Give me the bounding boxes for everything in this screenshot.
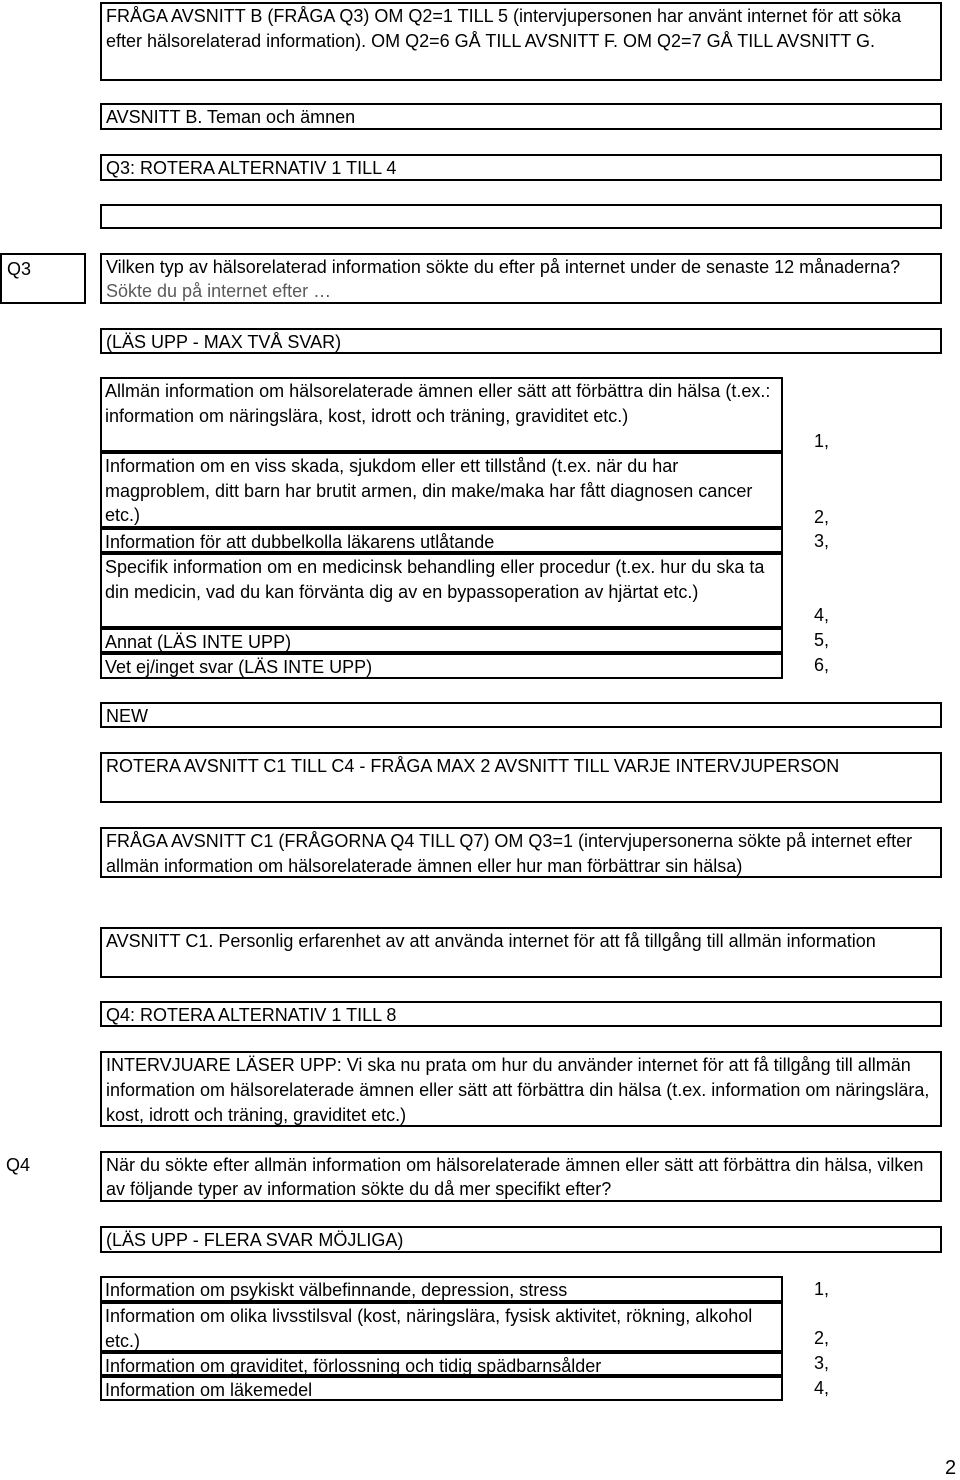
q4-option-1-code: 1, xyxy=(814,1279,830,1299)
q4-question: När du sökte efter allmän information om hälsorelaterade ämnen eller sätt att förbättra din hälsa, vilken av följande typer av information sökte du då mer specifikt efter? xyxy=(100,1151,942,1202)
q3-option-6: Vet ej/inget svar (LÄS INTE UPP) xyxy=(100,653,783,679)
section-c1-title: AVSNITT C1. Personlig erfarenhet av att använda internet för att få tillgång till allmän information xyxy=(100,927,942,978)
q4-option-2: Information om olika livsstilsval (kost, näringslära, fysisk aktivitet, rökning, alkohol etc.) xyxy=(100,1302,783,1352)
q3-question-tail: Sökte du på internet efter … xyxy=(106,281,332,301)
rotate-c-instruction: ROTERA AVSNITT C1 TILL C4 - FRÅGA MAX 2 AVSNITT TILL VARJE INTERVJUPERSON xyxy=(100,752,942,803)
q4-option-3: Information om graviditet, förlossning och tidig spädbarnsålder xyxy=(100,1352,783,1376)
q3-option-4: Specifik information om en medicinsk behandling eller procedur (t.ex. hur du ska ta din medicin, vad du kan förvänta dig av en bypassoperation av hjärtat etc.) xyxy=(100,553,783,628)
q4-option-1: Information om psykiskt välbefinnande, depression, stress xyxy=(100,1276,783,1302)
q4-option-4-code: 4, xyxy=(814,1378,830,1398)
q4-option-3-code: 3, xyxy=(814,1353,830,1373)
new-label: NEW xyxy=(100,702,942,728)
q3-rotate-instruction: Q3: ROTERA ALTERNATIV 1 TILL 4 xyxy=(100,154,942,181)
q4-option-2-code: 2, xyxy=(814,1328,830,1348)
section-b-instruction: FRÅGA AVSNITT B (FRÅGA Q3) OM Q2=1 TILL 5 (intervjupersonen har använt internet för att söka efter hälsorelaterad information). OM Q2=6 GÅ TILL AVSNITT F. OM Q2=7 GÅ TILL AVSNITT G. xyxy=(100,2,942,81)
empty-box xyxy=(100,204,942,229)
q4-option-4: Information om läkemedel xyxy=(100,1376,783,1401)
q3-option-5-code: 5, xyxy=(814,630,830,650)
q4-rotate-instruction: Q4: ROTERA ALTERNATIV 1 TILL 8 xyxy=(100,1001,942,1027)
q4-id: Q4 xyxy=(6,1155,31,1175)
q3-option-6-code: 6, xyxy=(814,655,830,675)
q3-option-5: Annat (LÄS INTE UPP) xyxy=(100,628,783,653)
q3-option-3-code: 3, xyxy=(814,531,830,551)
q3-option-2: Information om en viss skada, sjukdom eller ett tillstånd (t.ex. när du har magproblem, ditt barn har brutit armen, din make/maka har fått diagnosen cancer etc.) xyxy=(100,452,783,528)
q3-option-2-code: 2, xyxy=(814,507,830,527)
section-c1-instruction: FRÅGA AVSNITT C1 (FRÅGORNA Q4 TILL Q7) OM Q3=1 (intervjupersonerna sökte på internet efter allmän information om hälsorelaterade ämnen eller hur man förbättrar sin hälsa) xyxy=(100,827,942,878)
q3-option-4-code: 4, xyxy=(814,605,830,625)
q3-read-instruction: (LÄS UPP - MAX TVÅ SVAR) xyxy=(100,328,942,354)
q3-question xyxy=(100,253,942,304)
interviewer-reads: INTERVJUARE LÄSER UPP: Vi ska nu prata om hur du använder internet för att få tillgång till allmän information om hälsorelaterade ämnen eller sätt att förbättra din hälsa (t.ex. information om näringslära, kost, idrott och träning, graviditet etc.) xyxy=(100,1051,942,1127)
section-b-title: AVSNITT B. Teman och ämnen xyxy=(100,103,942,130)
q3-question-main: Vilken typ av hälsorelaterad information sökte du efter på internet under de senaste 12 månaderna? xyxy=(106,257,901,277)
q3-id: Q3 xyxy=(0,253,86,304)
q3-option-1: Allmän information om hälsorelaterade ämnen eller sätt att förbättra din hälsa (t.ex.: information om näringslära, kost, idrott och träning, graviditet etc.) xyxy=(100,377,783,452)
q4-read-instruction: (LÄS UPP - FLERA SVAR MÖJLIGA) xyxy=(100,1226,942,1253)
page-number: 2 xyxy=(945,1457,957,1479)
q3-option-3: Information för att dubbelkolla läkarens utlåtande xyxy=(100,528,783,553)
q3-option-1-code: 1, xyxy=(814,431,830,451)
